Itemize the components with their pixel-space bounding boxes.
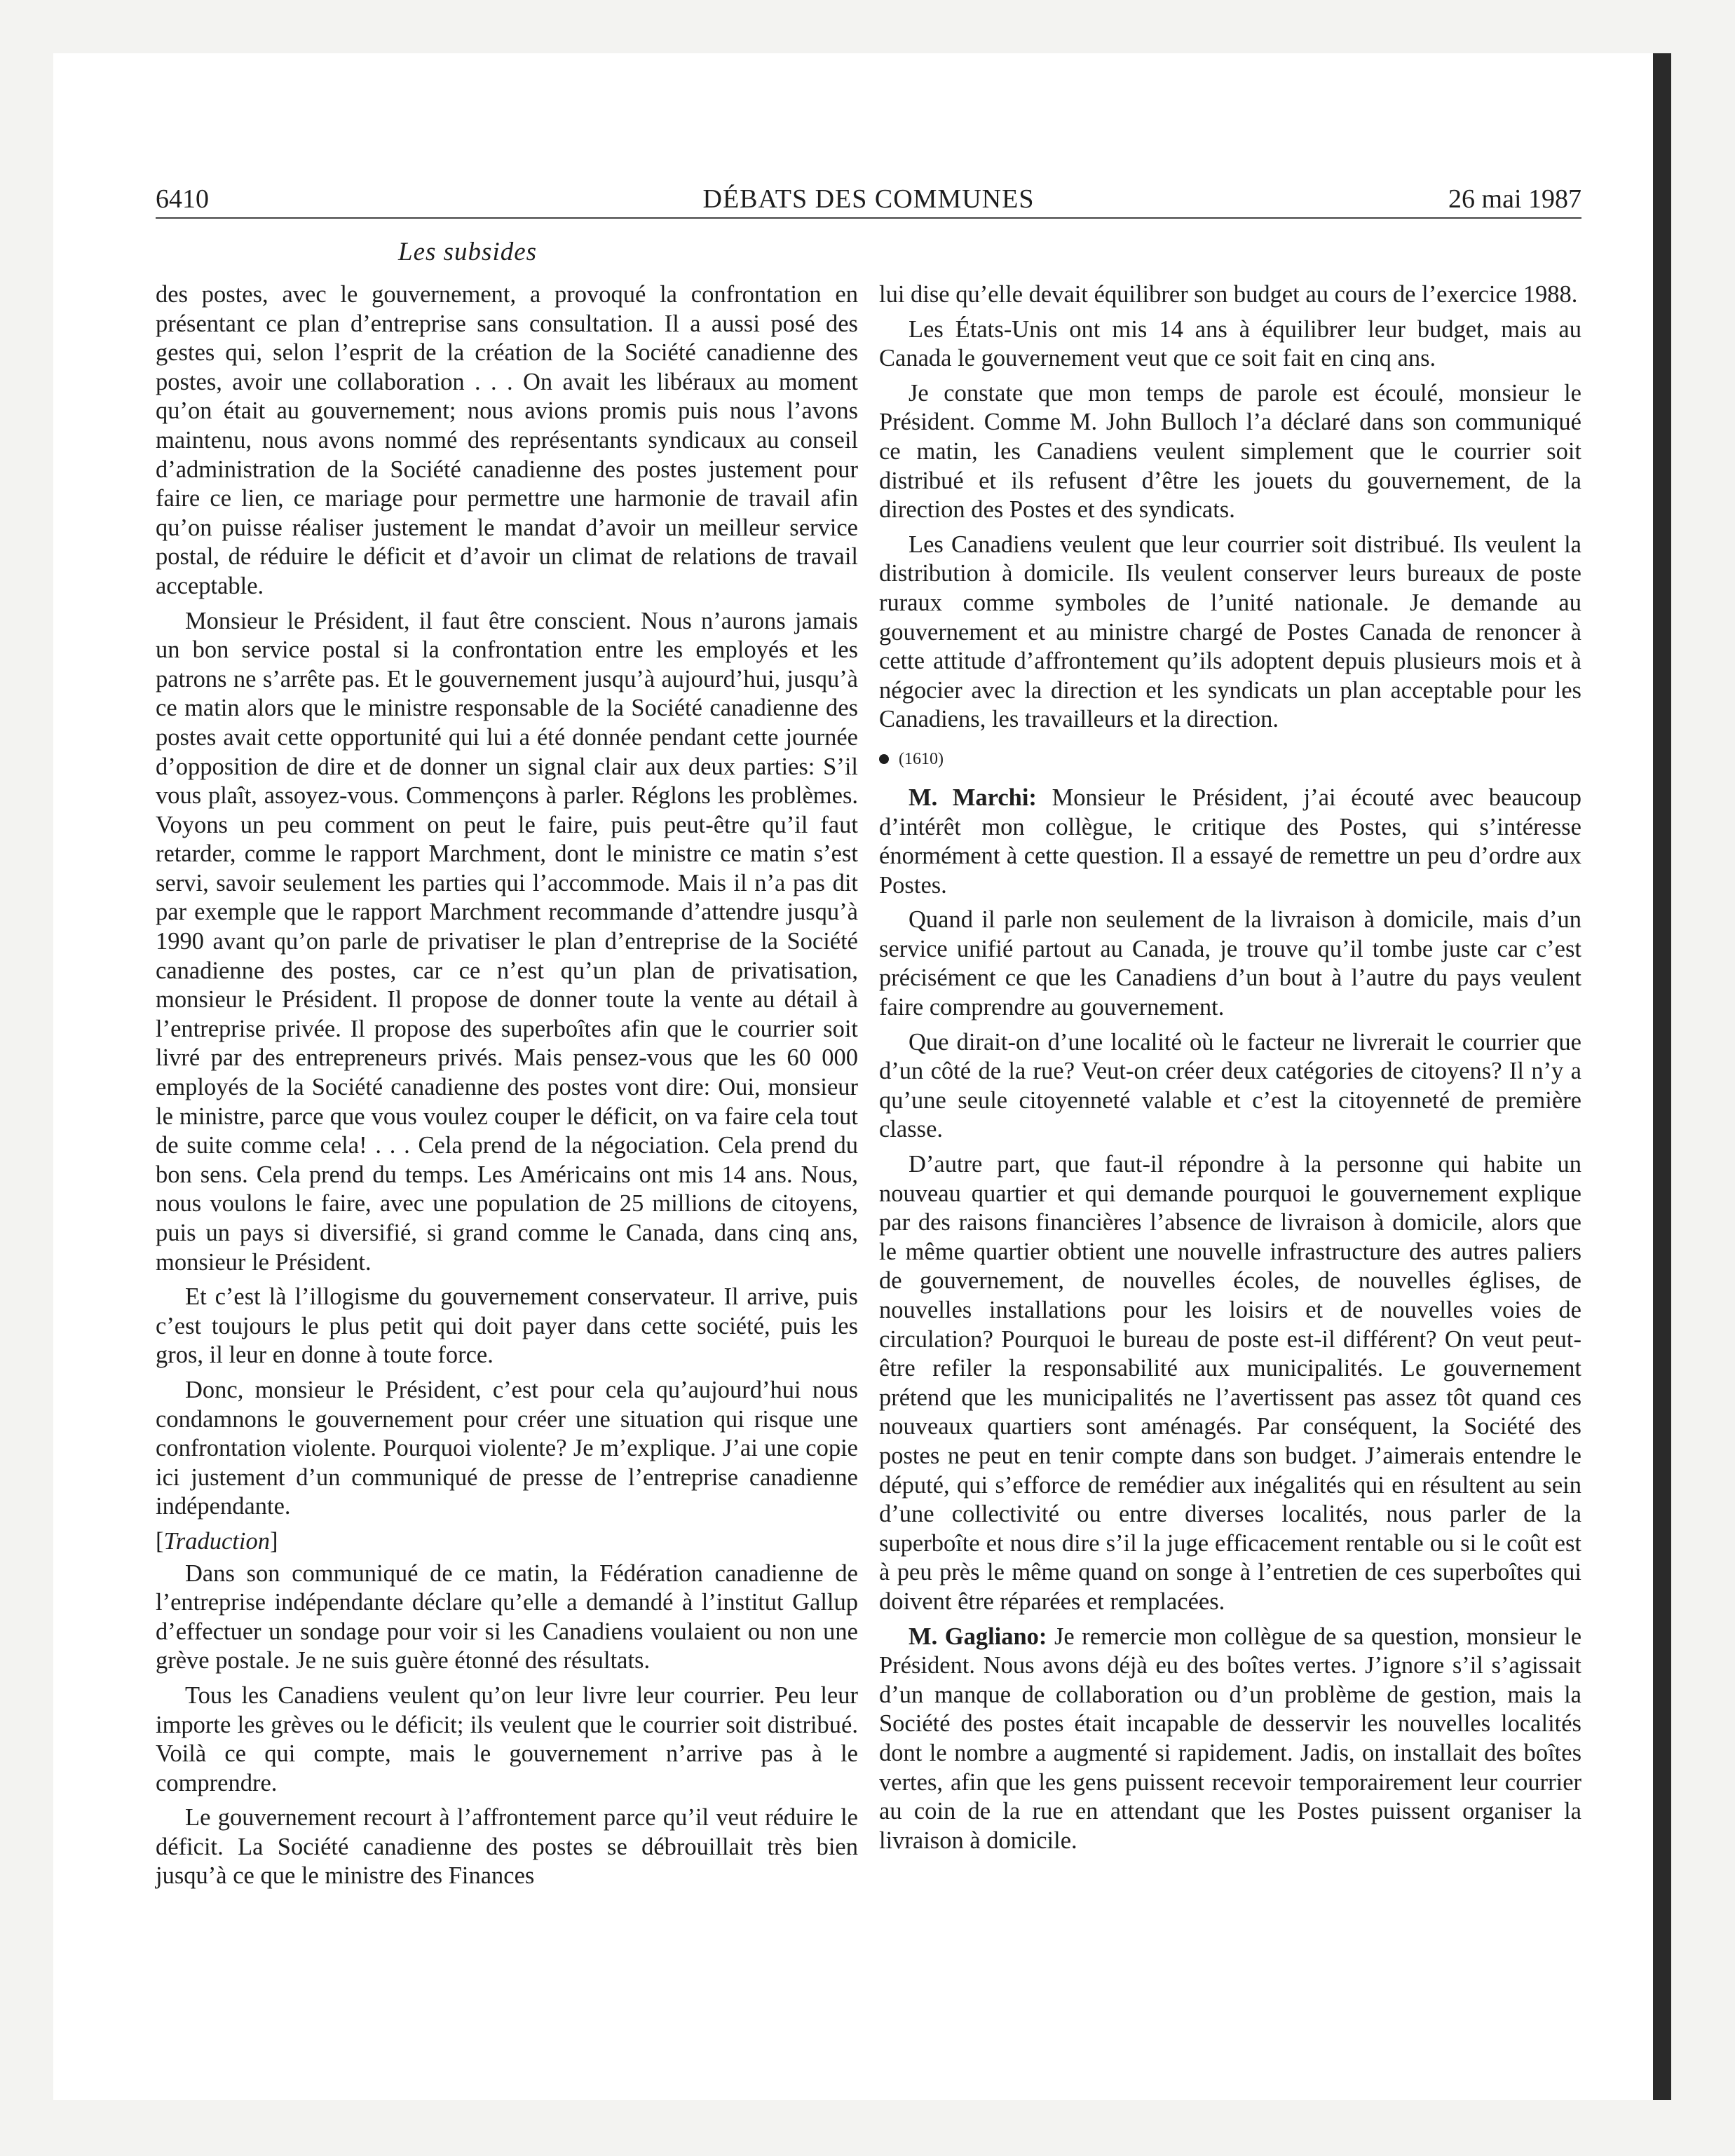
paragraph: des postes, avec le gouvernement, a provoqué la confrontation en présentant ce plan d’entreprise sans consultation. Il a aussi posé des gestes qui, selon l’esprit de la création de la Société canadienne des postes, avoir une collaboration . . . On avait les libéraux au moment qu’on était au gouvernement; nous avions promis puis nous l’avons maintenu, nous avons nommé des représentants syndicaux au conseil d’administration de la Société canadienne des postes justement pour faire ce lien, ce mariage pour permettre une harmonie de travail afin qu’on puisse réaliser justement le mandat d’avoir un meilleur service postal, de réduire le déficit et d’avoir un climat de relations de travail acceptable. [156,281,858,599]
speech-text: Monsieur le Président, j’ai écouté avec beaucoup d’intérêt mon collègue, le critique des Postes, qui s’intéresse énormément à cette question. Il a essayé de remettre un peu d’ordre aux Postes. [879,784,1581,899]
paragraph: lui dise qu’elle devait équilibrer son budget au cours de l’exercice 1988. [879,281,1578,308]
section-title: Les subsides [398,238,538,266]
scan-edge-bar [1653,53,1671,2100]
speech-text: Je remercie mon collègue de sa question, monsieur le Président. Nous avons déjà eu des boîtes vertes. J’ignore s’il s’agissait d’un manque de collaboration ou d’un problème de gestion, mais la Société des postes était incapable de desservir les nouvelles localités dont le nombre a augmenté si rapidement. Jadis, on installait des boîtes vertes, afin que les gens puissent recevoir temporairement leur courrier au coin de la rue en attendant que les Postes puissent organiser la livraison à domicile. [879,1623,1582,1854]
paragraph: Je constate que mon temps de parole est écoulé, monsieur le Président. Comme M. John Bulloch l’a déclaré dans son communiqué ce matin, les Canadiens veulent simplement que le courrier soit distribué et ils refusent d’être les jouets du gouvernement, de la direction des Postes et des syndicats. [879,379,1581,524]
bracket-open: [ [156,1527,164,1555]
bullet-icon [879,754,889,764]
page-number: 6410 [156,184,209,214]
page-date: 26 mai 1987 [1448,184,1581,214]
right-column [879,280,1581,1861]
paragraph: Que dirait-on d’une localité où le facteur ne livrerait le courrier que d’un côté de la rue? Veut-on créer deux catégories de citoyens? Il n’y a qu’une seule citoyenneté valable et c’est la citoyenneté de première classe. [879,1028,1581,1143]
publication-title: DÉBATS DES COMMUNES [702,184,1035,214]
paragraph: Tous les Canadiens veulent qu’on leur livre leur courrier. Peu leur importe les grèves ou le déficit; ils veulent que le courrier soit distribué. Voilà ce qui compte, mais le gouvernement n’arrive pas à le comprendre. [156,1681,858,1796]
speaker-name: M. Gagliano: [909,1623,1047,1650]
translation-label: Traduction [163,1527,270,1555]
paragraph: Et c’est là l’illogisme du gouvernement conservateur. Il arrive, puis c’est toujours le plus petit qui doit payer dans cette société, puis les gros, il leur en donne à toute force. [156,1283,858,1369]
timestamp-marker [879,749,1581,770]
bracket-close: ] [269,1527,278,1555]
paragraph: Quand il parle non seulement de la livraison à domicile, mais d’un service unifié partout au Canada, je trouve qu’il tombe juste car c’est précisément ce que les Canadiens d’un bout à l’autre du pays veulent faire comprendre au gouvernement. [879,906,1581,1021]
paragraph: Le gouvernement recourt à l’affrontement parce qu’il veut réduire le déficit. La Société canadienne des postes se débrouillait très bien jusqu’à ce que le ministre des Finances [156,1804,858,1890]
left-column [156,280,858,1897]
speech-paragraph [879,784,1581,900]
speaker-name: M. Marchi: [909,784,1037,811]
timestamp: (1610) [899,749,944,768]
paragraph: Les Canadiens veulent que leur courrier soit distribué. Ils veulent la distribution à domicile. Ils veulent conserver leurs bureaux de poste ruraux comme symboles de l’unité nationale. Je demande au gouvernement et au ministre chargé de Postes Canada de renoncer à cette attitude d’affrontement qu’ils adoptent depuis plusieurs mois et à négocier avec la direction et les syndicats un plan acceptable pour les Canadiens, les travailleurs et la direction. [879,531,1581,733]
translation-marker [156,1527,858,1557]
paragraph: Monsieur le Président, il faut être conscient. Nous n’aurons jamais un bon service postal si la confrontation entre les employés et les patrons ne s’arrête pas. Et le gouvernement jusqu’à aujourd’hui, jusqu’à ce matin alors que le ministre responsable de la Société canadienne des postes avait cette opportunité qui lui a été donnée pendant cette journée d’opposition de dire et de donner un signal clair aux deux parties: S’il vous plaît, assoyez-vous. Commençons à parler. Réglons les problèmes. Voyons un peu comment on peut le faire, puis peut-être qu’il faut retarder, comme le rapport Marchment, dont le ministre ce matin s’est servi, savoir seulement les parties qui l’accommode. Mais il n’a pas dit par exemple que le rapport Marchment recommande d’attendre jusqu’à 1990 avant qu’on parle de privatiser le plan d’entreprise de la Société canadienne des postes, car ce n’est qu’un plan de privatisation, monsieur le Président. Il propose de donner toute la vente au détail à l’entreprise privée. Il propose des superboîtes afin que le courrier soit livré par des entrepreneurs privés. Mais pensez-vous que les 60 000 employés de la Société canadienne des postes vont dire: Oui, monsieur le ministre, parce que vous voulez couper le déficit, on va faire cela tout de suite comme cela! . . . Cela prend de la négociation. Cela prend du bon sens. Cela prend du temps. Les Américains ont mis 14 ans. Nous, nous voulons le faire, avec une population de 25 millions de citoyens, puis un pays si diversifié, si grand comme le Canada, dans cinq ans, monsieur le Président. [156,607,858,1276]
paragraph: D’autre part, que faut-il répondre à la personne qui habite un nouveau quartier et qui demande pourquoi le gouvernement explique par des raisons financières l’absence de livraison à domicile, alors que le même quartier obtient une nouvelle infrastructure des autres paliers de gouvernement, de nouvelles écoles, de nouvelles églises, de nouvelles installations pour les loisirs et de nouvelles voies de circulation? Pourquoi le bureau de poste est-il différent? On veut peut-être refiler la responsabilité aux municipalités. Le gouvernement prétend que les municipalités ne l’avertissent pas assez tôt quand ces nouveaux quartiers sont aménagés. Par conséquent, la Société des postes ne peut en tenir compte dans son budget. J’aimerais entendre le député, qui s’efforce de remédier aux inégalités qui en résultent au sein d’une collectivité ou entre diverses localités, nous parler de la superboîte et nous dire s’il la juge efficacement rentable ou si le coût est à peu près le même quand on songe à l’entretien de ces superboîtes qui doivent être réparées et remplacées. [879,1151,1581,1615]
page-header [156,181,1581,219]
paragraph: Donc, monsieur le Président, c’est pour cela qu’aujourd’hui nous condamnons le gouvernement pour créer une situation qui risque une confrontation violente. Pourquoi violente? Je m’explique. J’ai une copie ici justement d’un communiqué de presse de l’entreprise canadienne indépendante. [156,1376,858,1520]
speech-paragraph [879,1623,1581,1856]
paragraph: Dans son communiqué de ce matin, la Fédération canadienne de l’entreprise indépendante déclare qu’elle a demandé à l’institut Gallup d’effectuer un sondage pour voir si les Canadiens voulaient ou non une grève postale. Je ne suis guère étonné des résultats. [156,1560,858,1674]
paragraph: Les États-Unis ont mis 14 ans à équilibrer leur budget, mais au Canada le gouvernement veut que ce soit fait en cinq ans. [879,315,1581,372]
